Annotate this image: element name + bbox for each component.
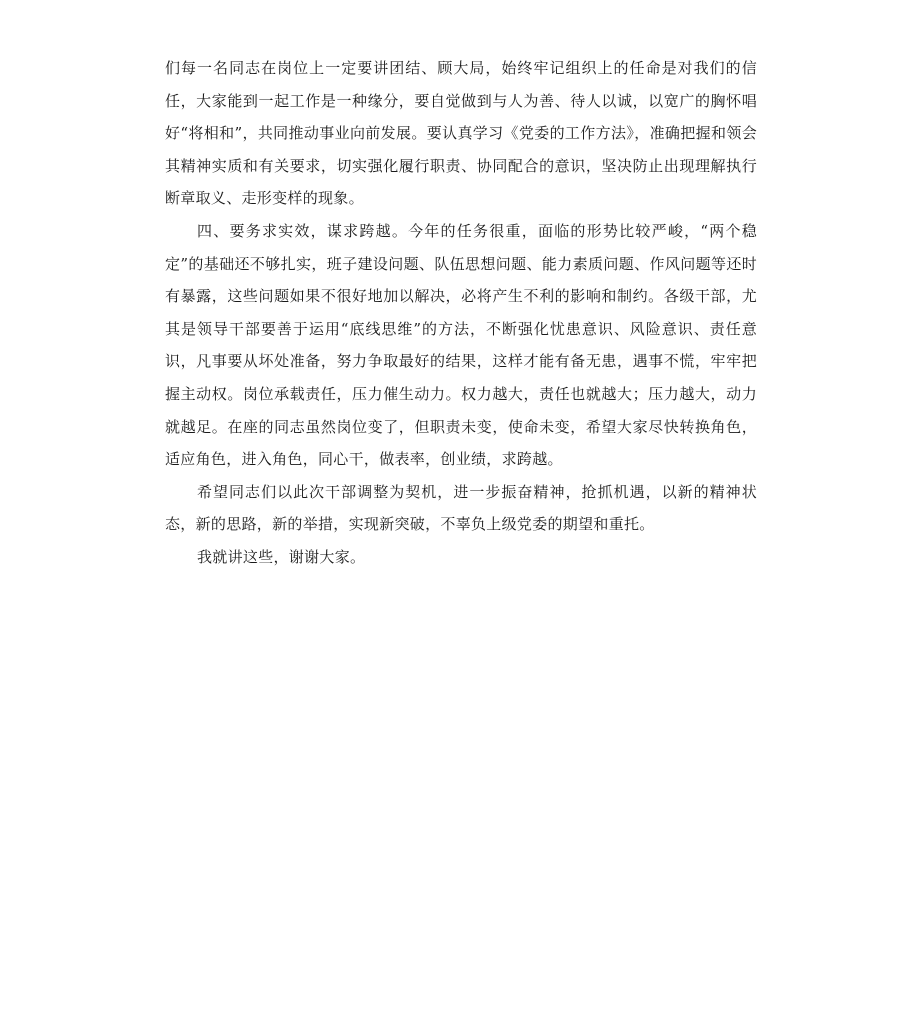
document-body — [165, 52, 757, 574]
paragraph-continuation: 们每一名同志在岗位上一定要讲团结、顾大局，始终牢记组织上的任命是对我们的信任，大家能到一起工作是一种缘分，要自觉做到与人为善、待人以诚，以宽广的胸怀唱好“将相和”，共同推动事业向前发展。要认真学习《党委的工作方法》，准确把握和领会其精神实质和有关要求，切实强化履行职责、协同配合的意识，坚决防止出现理解执行断章取义、走形变样的现象。 — [165, 59, 757, 208]
paragraph-closing: 我就讲这些，谢谢大家。 — [197, 547, 366, 566]
paragraph-section-four: 四、要务求实效，谋求跨越。今年的任务很重，面临的形势比较严峻，“两个稳定”的基础还不够扎实，班子建设问题、队伍思想问题、能力素质问题、作风问题等还时有暴露，这些问题如果不很好地加以解决，必将产生不利的影响和制约。各级干部，尤其是领导干部要善于运用“底线思维”的方法，不断强化忧患意识、风险意识、责任意识，凡事要从坏处准备，努力争取最好的结果，这样才能有备无患，遇事不慌，牢牢把握主动权。岗位承载责任，压力催生动力。权力越大，责任也就越大；压力越大，动力就越足。在座的同志虽然岗位变了，但职责未变，使命未变，希望大家尽快转换角色，适应角色，进入角色，同心干，做表率，创业绩，求跨越。 — [165, 221, 757, 469]
paragraph-hope: 希望同志们以此次干部调整为契机，进一步振奋精神，抢抓机遇，以新的精神状态，新的思路，新的举措，实现新突破，不辜负上级党委的期望和重托。 — [165, 482, 757, 534]
